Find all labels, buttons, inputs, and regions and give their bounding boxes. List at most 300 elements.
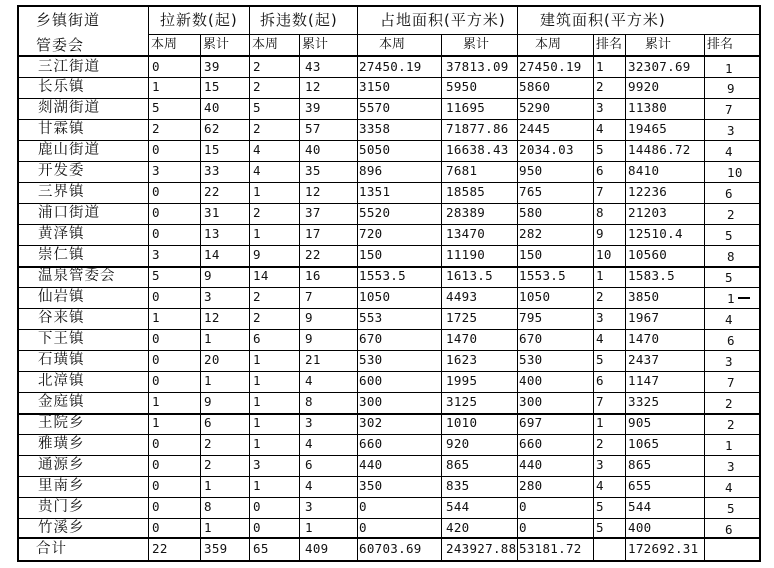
table-cell: 2 [253,289,261,304]
table-cell: 7681 [446,163,478,178]
table-cell: 0 [519,499,527,514]
table-cell: 1 [253,478,261,493]
table-cell: 43 [305,59,321,74]
header-region-line1: 乡镇街道 [36,11,101,29]
table-cell: 950 [519,163,543,178]
table-cell: 8 [596,205,604,220]
table-cell: 20 [204,352,220,367]
table-cell: 1725 [446,310,478,325]
table-cell: 1050 [359,289,391,304]
row-divider [17,119,759,120]
table-cell: 17 [305,226,321,241]
table-cell: 57 [305,121,321,136]
table-cell: 21203 [628,205,668,220]
column-divider [299,34,300,562]
header-sub: 累计 [463,37,490,52]
table-cell: 150 [519,247,543,262]
line-fragment [748,413,760,415]
table-cell: 1 [725,61,733,76]
table-cell: 697 [519,415,543,430]
table-cell: 720 [359,226,383,241]
table-cell: 4 [596,331,604,346]
table-cell: 1470 [446,331,478,346]
table-cell: 2 [727,417,735,432]
table-cell: 0 [152,457,160,472]
table-cell: 5 [596,352,604,367]
table-cell: 440 [359,457,383,472]
table-cell: 3 [305,415,313,430]
table-cell: 4 [725,480,733,495]
table-cell: 1 [204,478,212,493]
table-cell: 553 [359,310,383,325]
table-cell: 3 [253,457,261,472]
table-cell: 5 [253,100,261,115]
table-cell: 5 [152,268,160,283]
table-cell: 5 [596,499,604,514]
row-label: 王院乡 [38,415,85,431]
table-cell: 6 [305,457,313,472]
table-cell: 9 [204,394,212,409]
table-cell: 1 [253,184,261,199]
table-cell: 350 [359,478,383,493]
row-label: 崇仁镇 [38,247,85,263]
table-cell: 3150 [359,79,391,94]
table-cell: 31 [204,205,220,220]
table-bottom-border [17,560,759,562]
table-cell: 1 [253,373,261,388]
row-label: 下王镇 [38,331,85,347]
table-cell: 1553.5 [519,268,566,283]
total-label: 合计 [36,541,67,557]
header-group: 拉新数(起) [160,11,238,29]
row-divider [17,140,759,141]
row-divider [17,329,759,330]
table-cell: 0 [152,436,160,451]
row-divider [17,497,759,498]
header-group: 拆违数(起) [260,11,338,29]
table-cell: 400 [628,520,652,535]
table-cell: 1147 [628,373,660,388]
table-cell: 0 [359,520,367,535]
table-cell: 1010 [446,415,478,430]
table-cell: 39 [204,59,220,74]
row-divider [17,308,759,309]
table-cell: 3 [152,247,160,262]
table-cell: 5 [727,501,735,516]
column-divider [593,34,594,562]
row-label: 里南乡 [38,478,85,494]
table-cell: 6 [596,373,604,388]
table-cell: 62 [204,121,220,136]
table-cell: 8 [727,249,735,264]
table-cell: 39 [305,100,321,115]
table-cell: 9 [253,247,261,262]
table-cell: 2 [253,310,261,325]
table-cell: 4 [305,373,313,388]
table-cell: 0 [152,352,160,367]
table-side-border [759,5,761,562]
table-cell: 8 [305,394,313,409]
table-cell: 1470 [628,331,660,346]
table-cell: 920 [446,436,470,451]
table-cell: 2 [596,289,604,304]
table-cell: 0 [152,289,160,304]
table-cell: 12236 [628,184,668,199]
table-cell: 2 [253,121,261,136]
table-cell: 9 [204,268,212,283]
row-divider [17,350,759,351]
header-sub: 本周 [535,37,562,52]
row-divider [17,245,759,246]
table-cell: 2 [253,59,261,74]
header-divider [148,34,759,35]
table-cell: 660 [519,436,543,451]
table-cell: 2 [596,436,604,451]
table-cell: 4 [725,312,733,327]
table-cell: 28389 [446,205,486,220]
total-cell: 409 [305,541,329,556]
table-cell: 5520 [359,205,391,220]
table-cell: 865 [628,457,652,472]
table-cell: 37813.09 [446,59,509,74]
table-cell: 2 [204,457,212,472]
row-divider [17,287,759,288]
table-cell: 16638.43 [446,142,509,157]
table-cell: 5 [596,142,604,157]
column-divider [625,34,626,562]
row-label: 仙岩镇 [38,289,85,305]
table-cell: 5290 [519,100,551,115]
table-cell: 0 [152,142,160,157]
table-cell: 2 [596,79,604,94]
table-cell: 0 [253,520,261,535]
table-cell: 302 [359,415,383,430]
total-cell: 243927.88 [446,541,517,556]
header-region-line2: 管委会 [36,36,85,54]
table-cell: 1 [725,438,733,453]
table-cell: 1995 [446,373,478,388]
column-divider [357,5,358,562]
table-cell: 0 [152,373,160,388]
row-label: 石璜镇 [38,352,85,368]
table-cell: 27450.19 [359,59,422,74]
header-sub: 排名 [596,37,623,52]
table-cell: 280 [519,478,543,493]
table-cell: 12 [305,79,321,94]
table-cell: 3 [596,100,604,115]
table-cell: 1613.5 [446,268,493,283]
table-cell: 420 [446,520,470,535]
table-cell: 0 [152,226,160,241]
table-cell: 4 [596,121,604,136]
row-label: 甘霖镇 [38,121,85,137]
table-cell: 1 [253,226,261,241]
table-cell: 0 [152,184,160,199]
table-cell: 670 [359,331,383,346]
table-cell: 3 [727,123,735,138]
table-cell: 765 [519,184,543,199]
header-sub: 排名 [707,37,734,52]
line-fragment [748,266,760,268]
table-cell: 1623 [446,352,478,367]
table-cell: 655 [628,478,652,493]
table-cell: 0 [152,331,160,346]
table-cell: 6 [727,333,735,348]
table-cell: 9 [727,81,735,96]
table-cell: 0 [152,520,160,535]
table-cell: 6 [725,186,733,201]
table-cell: 5 [725,228,733,243]
table-cell: 400 [519,373,543,388]
column-divider [441,34,442,562]
row-label: 长乐镇 [38,79,85,95]
table-cell: 3 [204,289,212,304]
table-cell: 835 [446,478,470,493]
table-cell: 1351 [359,184,391,199]
row-divider [17,161,759,162]
row-label: 开发委 [38,163,85,179]
table-cell: 5 [596,520,604,535]
table-cell: 1 [305,520,313,535]
table-cell: 0 [359,499,367,514]
table-cell: 2 [253,79,261,94]
table-cell: 1967 [628,310,660,325]
table-cell: 33 [204,163,220,178]
row-label: 金庭镇 [38,394,85,410]
table-cell: 14 [253,268,269,283]
table-cell: 530 [359,352,383,367]
table-cell: 1553.5 [359,268,406,283]
column-divider [249,5,250,562]
table-cell: 27450.19 [519,59,582,74]
table-cell: 1 [253,436,261,451]
table-cell: 1050 [519,289,551,304]
table-cell: 4 [305,478,313,493]
table-cell: 896 [359,163,383,178]
table-cell: 6 [204,415,212,430]
table-cell: 2 [725,396,733,411]
table-cell: 1 [204,520,212,535]
column-divider [704,34,705,562]
column-divider [200,34,201,562]
table-side-border [17,5,19,562]
table-cell: 2 [152,121,160,136]
table-cell: 3850 [628,289,660,304]
total-cell: 53181.72 [519,541,582,556]
table-cell: 300 [519,394,543,409]
table-cell: 544 [628,499,652,514]
table-cell: 300 [359,394,383,409]
table-cell: 1 [253,352,261,367]
total-cell: 60703.69 [359,541,422,556]
row-divider [17,434,759,435]
table-cell: 22 [305,247,321,262]
row-label: 三江街道 [38,59,100,75]
row-divider [17,203,759,204]
row-label: 黄泽镇 [38,226,85,242]
row-divider [17,476,759,477]
line-fragment [738,297,750,299]
table-cell: 15 [204,79,220,94]
table-cell: 3358 [359,121,391,136]
table-cell: 16 [305,268,321,283]
table-cell: 40 [204,100,220,115]
table-cell: 18585 [446,184,486,199]
table-cell: 5570 [359,100,391,115]
header-sub: 本周 [151,37,178,52]
table-cell: 12 [204,310,220,325]
table-cell: 795 [519,310,543,325]
table-cell: 0 [253,499,261,514]
table-cell: 4 [725,144,733,159]
table-cell: 4 [253,163,261,178]
line-fragment [690,266,702,268]
table-cell: 1 [152,79,160,94]
table-cell: 6 [253,331,261,346]
table-cell: 11380 [628,100,668,115]
table-cell: 1065 [628,436,660,451]
table-cell: 600 [359,373,383,388]
row-divider [17,77,759,78]
table-cell: 8410 [628,163,660,178]
table-cell: 2 [253,205,261,220]
table-cell: 6 [596,163,604,178]
table-cell: 32307.69 [628,59,691,74]
header-sub: 累计 [203,37,230,52]
table-cell: 12510.4 [628,226,683,241]
header-group: 建筑面积(平方米) [540,11,666,29]
table-cell: 15 [204,142,220,157]
table-cell: 3 [305,499,313,514]
table-cell: 0 [152,478,160,493]
total-cell: 172692.31 [628,541,699,556]
table-cell: 10560 [628,247,668,262]
table-cell: 2445 [519,121,551,136]
table-cell: 905 [628,415,652,430]
table-cell: 1 [596,268,604,283]
table-cell: 440 [519,457,543,472]
table-cell: 9 [305,310,313,325]
table-cell: 19465 [628,121,668,136]
column-divider [148,5,149,562]
table-cell: 0 [152,59,160,74]
table-cell: 9 [305,331,313,346]
table-cell: 9 [596,226,604,241]
table-cell: 5 [152,100,160,115]
row-label: 通源乡 [38,457,85,473]
row-divider [17,371,759,372]
row-divider [17,518,759,519]
row-label: 温泉管委会 [38,268,116,284]
table-cell: 1 [204,373,212,388]
table-cell: 150 [359,247,383,262]
table-cell: 13470 [446,226,486,241]
table-cell: 1 [596,59,604,74]
table-cell: 1 [204,331,212,346]
table-cell: 1 [727,291,735,306]
header-sub: 累计 [645,37,672,52]
table-cell: 670 [519,331,543,346]
header-sub: 累计 [302,37,329,52]
total-cell: 22 [152,541,168,556]
table-cell: 0 [152,205,160,220]
table-cell: 5860 [519,79,551,94]
total-top-border [17,537,759,539]
row-label: 浦口街道 [38,205,100,221]
row-divider [17,392,759,393]
table-cell: 3325 [628,394,660,409]
table-cell: 3125 [446,394,478,409]
row-label: 谷来镇 [38,310,85,326]
table-cell: 11695 [446,100,486,115]
table-cell: 0 [519,520,527,535]
header-sub: 本周 [379,37,406,52]
table-cell: 5950 [446,79,478,94]
table-cell: 3 [596,457,604,472]
table-cell: 12 [305,184,321,199]
table-cell: 7 [727,375,735,390]
table-cell: 3 [727,459,735,474]
table-cell: 21 [305,352,321,367]
table-cell: 7 [596,184,604,199]
table-cell: 22 [204,184,220,199]
table-cell: 13 [204,226,220,241]
header-bottom-border [17,55,759,57]
table-cell: 71877.86 [446,121,509,136]
table-cell: 0 [152,499,160,514]
table-cell: 2034.03 [519,142,574,157]
table-cell: 7 [725,102,733,117]
table-cell: 4493 [446,289,478,304]
table-cell: 865 [446,457,470,472]
table-cell: 40 [305,142,321,157]
row-label: 雅璜乡 [38,436,85,452]
table-cell: 3 [725,354,733,369]
table-cell: 8 [204,499,212,514]
column-divider [517,5,518,562]
total-cell: 359 [204,541,228,556]
table-cell: 37 [305,205,321,220]
table-cell: 1 [253,394,261,409]
table-cell: 580 [519,205,543,220]
row-divider [17,98,759,99]
table-cell: 6 [725,522,733,537]
table-cell: 5050 [359,142,391,157]
table-cell: 10 [596,247,612,262]
header-sub: 本周 [252,37,279,52]
row-label: 剡湖街道 [38,100,100,116]
row-label: 鹿山街道 [38,142,100,158]
row-label: 北漳镇 [38,373,85,389]
table-cell: 544 [446,499,470,514]
table-cell: 9920 [628,79,660,94]
row-label: 三界镇 [38,184,85,200]
row-label: 竹溪乡 [38,520,85,536]
table-cell: 1583.5 [628,268,675,283]
table-cell: 1 [152,415,160,430]
row-divider [17,224,759,225]
total-cell: 65 [253,541,269,556]
table-cell: 4 [596,478,604,493]
table-cell: 1 [152,310,160,325]
table-cell: 2 [204,436,212,451]
table-top-border [17,5,759,7]
table-cell: 2437 [628,352,660,367]
table-cell: 282 [519,226,543,241]
table-cell: 660 [359,436,383,451]
row-divider [17,455,759,456]
table-cell: 7 [305,289,313,304]
